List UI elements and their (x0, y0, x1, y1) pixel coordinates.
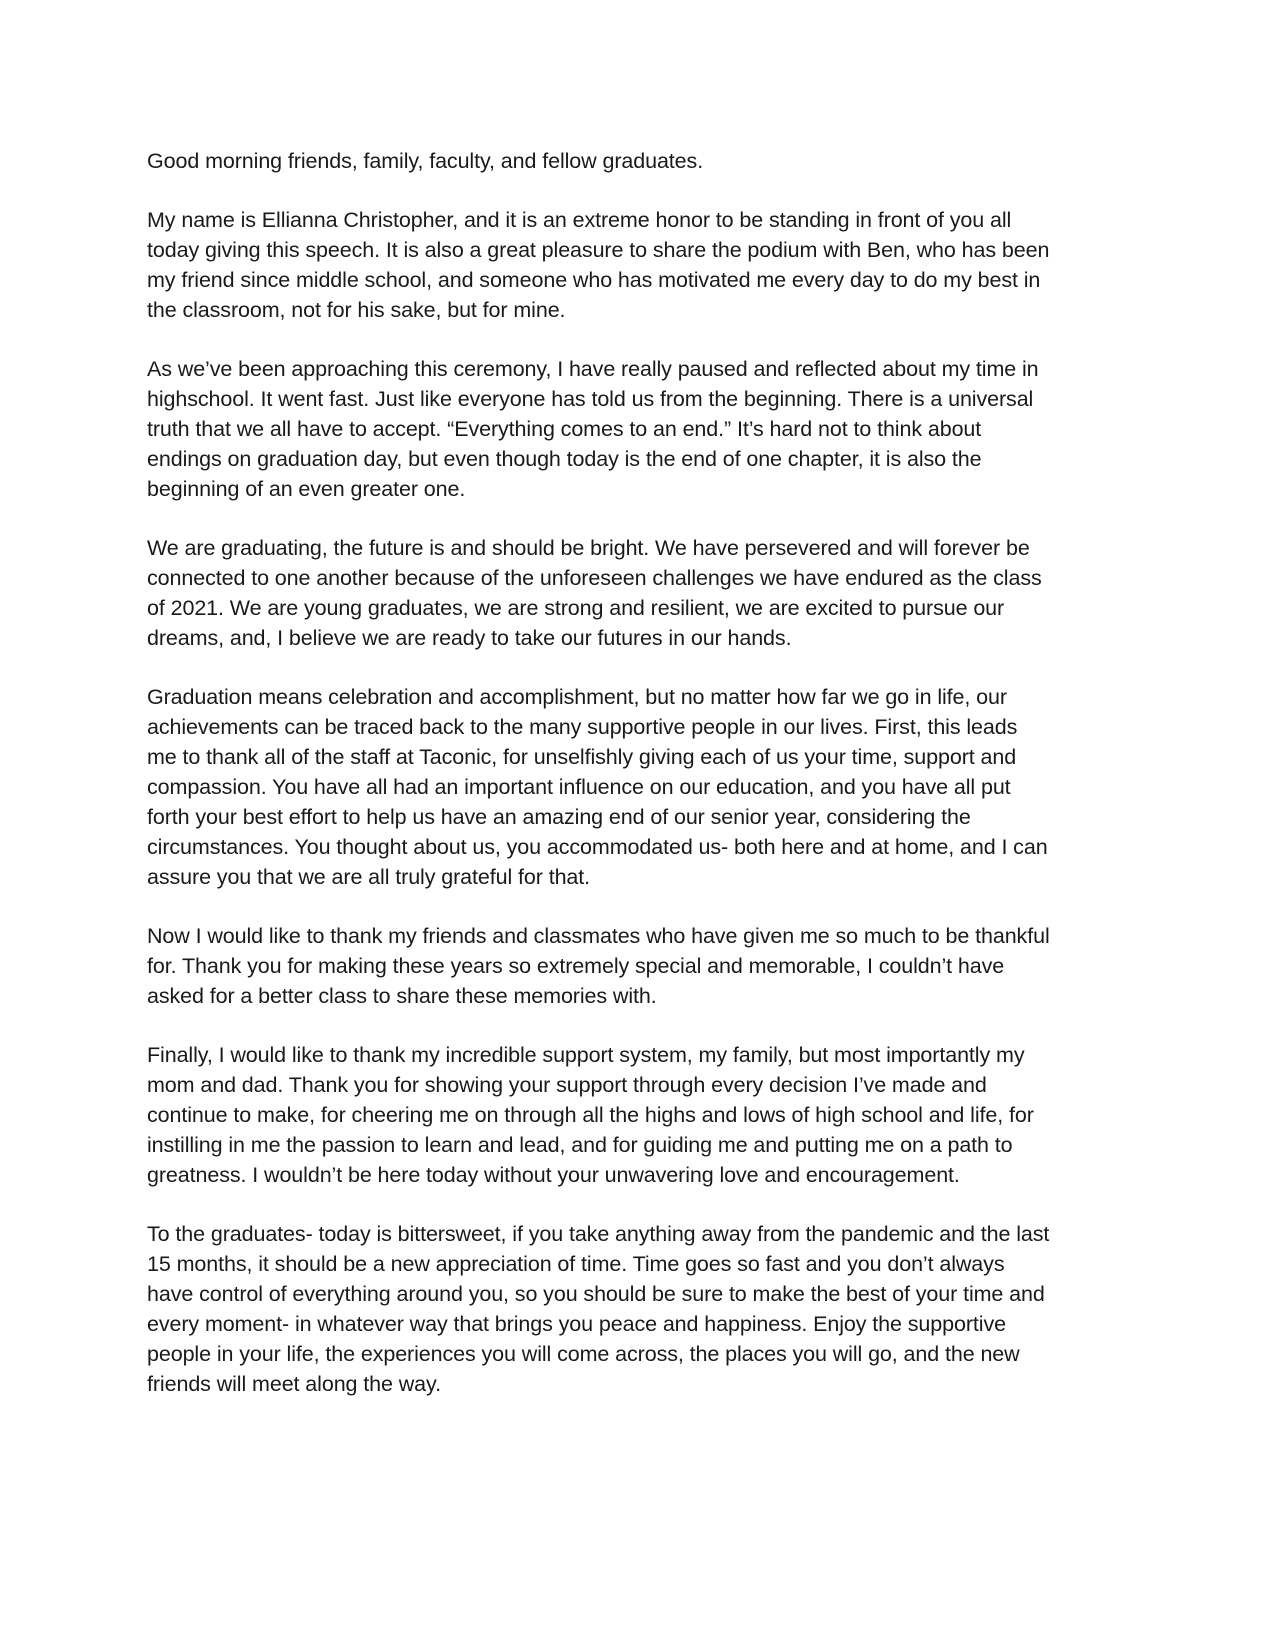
text-line: As we’ve been approaching this ceremony, I have really paused and reflected about my time in (147, 357, 1039, 381)
paragraph-closing (147, 1219, 1147, 1399)
paragraph-family-thanks (147, 1040, 1147, 1190)
text-line: for. Thank you for making these years so extremely special and memorable, I couldn’t have (147, 954, 1005, 978)
text-line: me to thank all of the staff at Taconic, for unselfishly giving each of us your time, support and (147, 745, 1017, 769)
text-line: truth that we all have to accept. “Everything comes to an end.” It’s hard not to think about (147, 417, 982, 441)
paragraph-greeting (147, 146, 1147, 176)
paragraph-future (147, 533, 1147, 653)
text-line: 15 months, it should be a new appreciation of time. Time goes so fast and you don’t always (147, 1252, 1005, 1276)
text-line: Now I would like to thank my friends and classmates who have given me so much to be thankful (147, 924, 1050, 948)
text-line: Graduation means celebration and accomplishment, but no matter how far we go in life, our (147, 685, 1007, 709)
text-line: every moment- in whatever way that brings you peace and happiness. Enjoy the supportive (147, 1312, 1006, 1336)
paragraph-introduction (147, 205, 1147, 325)
text-line: highschool. It went fast. Just like everyone has told us from the beginning. There is a universal (147, 387, 1034, 411)
speech-document (147, 146, 1147, 1428)
text-line: asked for a better class to share these memories with. (147, 984, 657, 1008)
text-line: today giving this speech. It is also a great pleasure to share the podium with Ben, who has been (147, 238, 1050, 262)
paragraph-reflection (147, 354, 1147, 504)
text-line: endings on graduation day, but even though today is the end of one chapter, it is also the (147, 447, 982, 471)
text-line: of 2021. We are young graduates, we are strong and resilient, we are excited to pursue our (147, 596, 1005, 620)
text-line: Good morning friends, family, faculty, and fellow graduates. (147, 149, 704, 173)
text-line: My name is Ellianna Christopher, and it is an extreme honor to be standing in front of you all (147, 208, 1012, 232)
text-line: assure you that we are all truly grateful for that. (147, 865, 591, 889)
paragraph-friends-thanks (147, 921, 1147, 1011)
text-line: achievements can be traced back to the many supportive people in our lives. First, this leads (147, 715, 1018, 739)
text-line: We are graduating, the future is and should be bright. We have persevered and will forever be (147, 536, 1030, 560)
text-line: have control of everything around you, so you should be sure to make the best of your time and (147, 1282, 1045, 1306)
text-line: compassion. You have all had an important influence on our education, and you have all put (147, 775, 1011, 799)
text-line: dreams, and, I believe we are ready to take our futures in our hands. (147, 626, 792, 650)
text-line: circumstances. You thought about us, you accommodated us- both here and at home, and I can (147, 835, 1048, 859)
text-line: people in your life, the experiences you will come across, the places you will go, and the new (147, 1342, 1020, 1366)
text-line: To the graduates- today is bittersweet, if you take anything away from the pandemic and the last (147, 1222, 1050, 1246)
paragraph-staff-thanks (147, 682, 1147, 892)
text-line: continue to make, for cheering me on through all the highs and lows of high school and life, for (147, 1103, 1034, 1127)
text-line: friends will meet along the way. (147, 1372, 441, 1396)
text-line: greatness. I wouldn’t be here today without your unwavering love and encouragement. (147, 1163, 960, 1187)
text-line: the classroom, not for his sake, but for mine. (147, 298, 566, 322)
text-line: forth your best effort to help us have an amazing end of our senior year, considering the (147, 805, 971, 829)
text-line: instilling in me the passion to learn and lead, and for guiding me and putting me on a path to (147, 1133, 1013, 1157)
text-line: connected to one another because of the unforeseen challenges we have endured as the class (147, 566, 1042, 590)
text-line: mom and dad. Thank you for showing your support through every decision I’ve made and (147, 1073, 987, 1097)
text-line: my friend since middle school, and someone who has motivated me every day to do my best in (147, 268, 1041, 292)
text-line: Finally, I would like to thank my incredible support system, my family, but most importantly my (147, 1043, 1025, 1067)
text-line: beginning of an even greater one. (147, 477, 466, 501)
